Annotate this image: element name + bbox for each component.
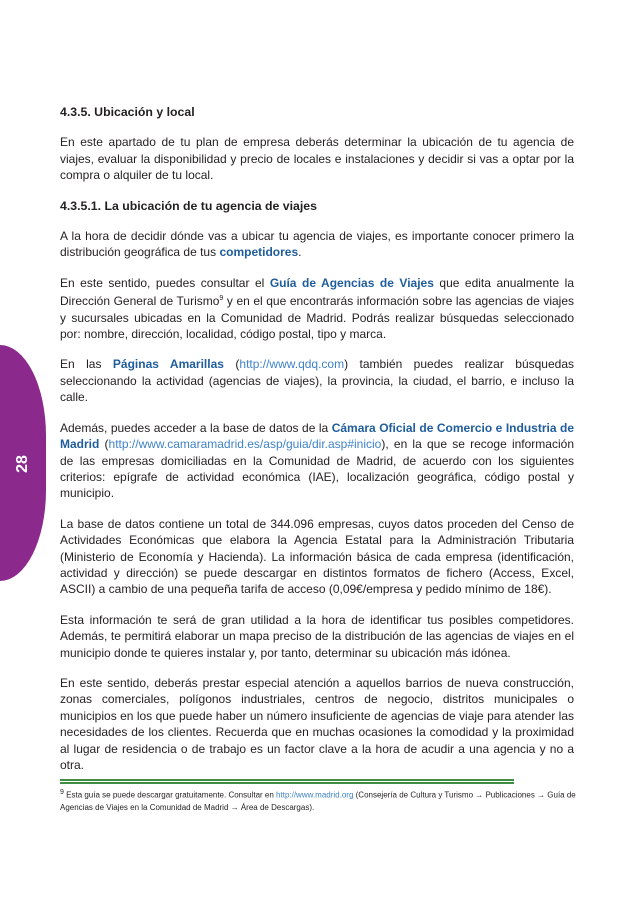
page-number: 28 <box>14 455 31 473</box>
paragraph-usefulness: Esta información te será de gran utilidad a la hora de identificar tus posibles competidores. Además, te permitirá elaborar un mapa preciso de la distribución de las agencias de viajes en el municipio donde te quieres instalar y, por tanto, determinar su ubicación más idónea. <box>60 612 574 660</box>
qdq-link[interactable]: http://www.qdq.com <box>239 357 345 372</box>
camara-link[interactable]: http://www.camaramadrid.es/asp/guia/dir.asp#inicio <box>108 437 382 452</box>
paragraph-yellow-pages: En las Páginas Amarillas (http://www.qdq.com) también puedes realizar búsquedas seleccionando la actividad (agencias de viajes), la provincia, la ciudad, el barrio, e incluso la calle. <box>60 357 574 405</box>
term-guia-agencias: Guía de Agencias de Viajes <box>269 275 434 290</box>
section-heading: 4.3.5. Ubicación y local <box>60 105 195 119</box>
paragraph-database: La base de datos contiene un total de 344.096 empresas, cuyos datos proceden del Censo de Actividades Económicas que elabora la Agencia Estatal para la Administración Tributaria (Ministerio de Economía y Hacienda). La información básica de cada empresa (identificación, actividad y dirección) se puede descargar en distintos formatos de fichero (Access, Excel, ASCII) a cambio de una pequeña tarifa de acceso (0,09€/empresa y pedido mínimo de 18€). <box>60 516 574 597</box>
term-camara-comercio: Cámara Oficial de Comercio e Industria de Madrid <box>60 420 574 452</box>
footnote-divider-2 <box>60 782 514 784</box>
paragraph-intro: En este apartado de tu plan de empresa deberás determinar la ubicación de tu agencia de viajes, evaluar la disponibilidad y precio de locales e instalaciones y decidir si vas a optar por la compra o alquiler de tu local. <box>60 135 574 183</box>
term-paginas-amarillas: Páginas Amarillas <box>112 357 224 372</box>
paragraph-guide: En este sentido, puedes consultar el Guía de Agencias de Viajes que edita anualmente la Dirección General de Turismo$^9$ y en el que encontrarás información sobre las agencias de viajes y sucursales ubicadas en la Comunidad de Madrid. Podrás realizar búsquedas seleccionado por: nombre, dirección, localidad, código postal, tipo y marca. <box>60 275 575 342</box>
madrid-link[interactable]: http://www.madrid.org <box>276 790 354 800</box>
term-competidores: competidores <box>219 245 299 260</box>
footnote-divider <box>60 779 514 781</box>
paragraph-camara: Además, puedes acceder a la base de datos de la Cámara Oficial de Comercio e Industria de Madrid (http://www.camaramadrid.es/asp/guia/dir.asp#inicio), en la que se recoge información de las empresas domiciliadas en la Comunidad de Madrid, de acuerdo con los siguientes criterios: epígrafe de actividad económica (IAE), localización geográfica, código postal y municipio. <box>60 420 574 501</box>
subsection-heading: 4.3.5.1. La ubicación de tu agencia de viajes <box>60 198 317 213</box>
paragraph-competitors: A la hora de decidir dónde vas a ubicar tu agencia de viajes, es importante conocer primero la distribución geográfica de tus competidores. <box>60 229 574 260</box>
footnote-ref: 9 <box>219 295 224 303</box>
footnote: $^9$ Esta guía se puede descargar gratuitamente. Consultar en http://www.madrid.org (Consejería de Cultura y Turismo → Publicaciones → Guía de Agencias de Viajes en la Comunidad de Madrid → Área de Descargas). <box>60 789 576 812</box>
paragraph-attention: En este sentido, deberás prestar especial atención a aquellos barrios de nueva construcción, zonas comerciales, polígonos industriales, centros de negocio, distritos municipales o municipios en los que puede haber un número insuficiente de agencias de viaje para atender las necesidades de los clientes. Recuerda que en muchas ocasiones la comodidad y la proximidad al lugar de residencia o de trabajo es un factor clave a la hora de acudir a una agencia y no a otra. <box>60 675 574 772</box>
main-content <box>60 104 574 787</box>
